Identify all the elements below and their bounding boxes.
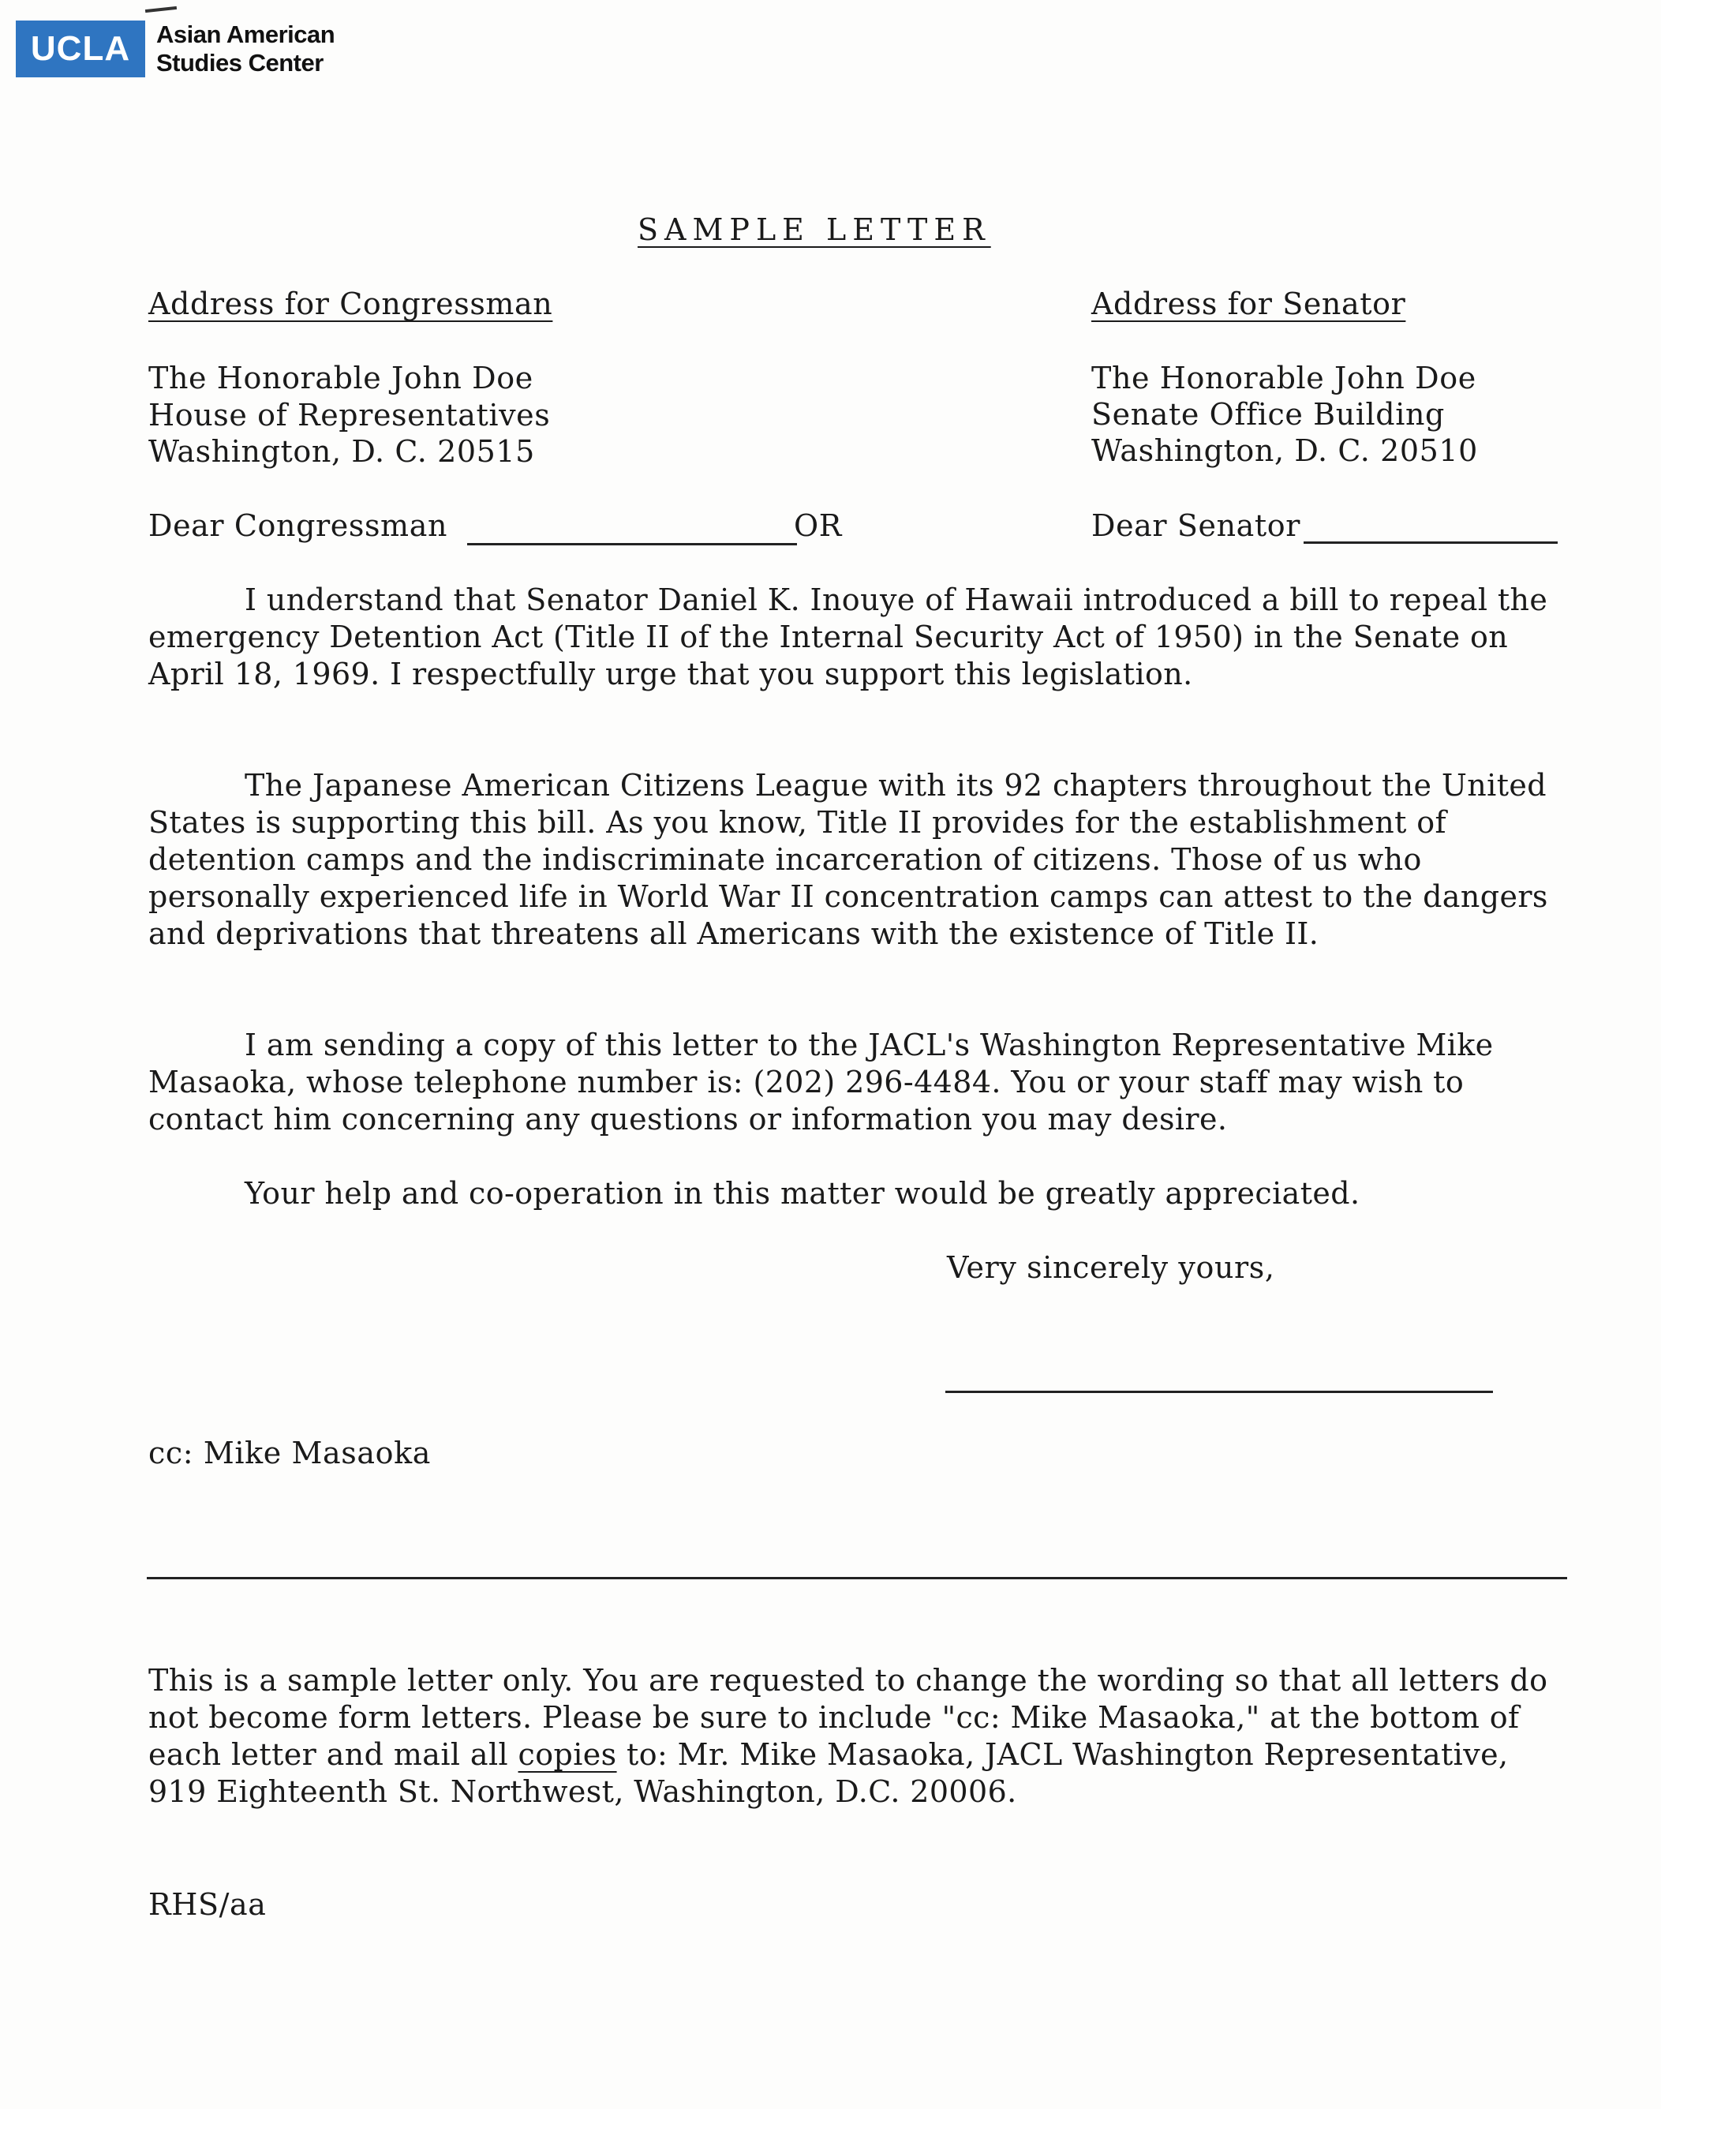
congressman-line-1: The Honorable John Doe: [148, 361, 533, 395]
body-paragraph-3: I am sending a copy of this letter to the JACL's Washington Representative Mike Masaoka, whose telephone number is: (202) 296-4484. You or your staff may wish to contact him concerning any questions or information you may desire.: [148, 1028, 1494, 1137]
logo-line-1: Asian American: [156, 21, 335, 48]
salutation-senator: Dear Senator: [1091, 508, 1301, 543]
ucla-aasc-logo: [16, 21, 335, 77]
page-title: SAMPLE LETTER: [638, 212, 991, 247]
typist-initials: RHS/aa: [148, 1887, 267, 1922]
senator-heading: Address for Senator: [1091, 287, 1406, 321]
page-margin-right: [1661, 0, 1736, 2131]
congressman-heading: Address for Congressman: [148, 287, 553, 321]
note-text-after: to: Mr. Mike Masaoka, JACL Washington Representative, 919 Eighteenth St. Northwest, Washington, D.C. 20006.: [148, 1737, 1509, 1809]
instruction-note: [148, 1662, 1561, 1811]
congressman-line-3: Washington, D. C. 20515: [148, 434, 535, 469]
salutation-or: OR: [794, 508, 842, 543]
congressman-line-2: House of Representatives: [148, 398, 551, 433]
logo-text: [156, 21, 335, 77]
congressman-name-blank: [467, 543, 797, 545]
body-paragraph-1: I understand that Senator Daniel K. Inouye of Hawaii introduced a bill to repeal the emergency Detention Act (Title II of the Internal Security Act of 1950) in the Senate on April 18, 1969. I respectfully urge that you support this legislation.: [148, 582, 1548, 691]
senator-line-3: Washington, D. C. 20510: [1091, 433, 1478, 468]
senator-name-blank: [1304, 541, 1558, 544]
cc-line: cc: Mike Masaoka: [148, 1436, 431, 1470]
senator-line-2: Senate Office Building: [1091, 397, 1445, 432]
separator-rule: [147, 1577, 1567, 1579]
body-paragraph-2: The Japanese American Citizens League with its 92 chapters throughout the United States is supporting this bill. As you know, Title II provides for the establishment of detention camps and the indiscriminate incarceration of citizens. Those of us who personally experienced life in World War II concentration camps can attest to the dangers and deprivations that threatens all Americans with the existence of Title II.: [148, 768, 1548, 951]
note-text-before: This is a sample letter only. You are requested to change the wording so that all letters do not become form letters. Please be sure to include "cc: Mike Masaoka," at the bottom of each letter and mail all: [148, 1663, 1548, 1772]
salutation-congressman: Dear Congressman: [148, 508, 448, 543]
closing: Very sincerely yours,: [947, 1250, 1275, 1285]
ucla-logo-mark: UCLA: [16, 21, 145, 77]
logo-line-2: Studies Center: [156, 49, 324, 77]
body-paragraph-4: Your help and co-operation in this matter would be greatly appreciated.: [245, 1176, 1360, 1211]
senator-line-1: The Honorable John Doe: [1091, 361, 1476, 395]
signature-line: [945, 1391, 1493, 1393]
page-margin-bottom: [0, 2109, 1736, 2131]
note-copies-underlined: copies: [518, 1737, 617, 1772]
logo-tick-mark: [145, 6, 177, 13]
